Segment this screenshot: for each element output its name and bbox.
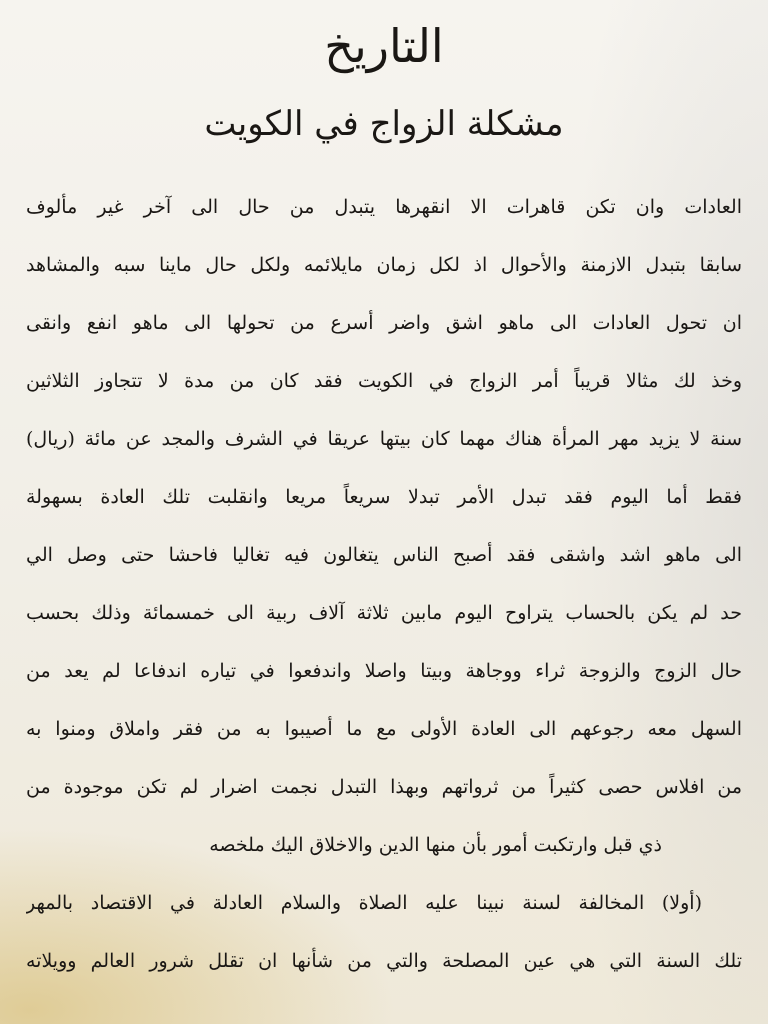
text-line: حد لم يكن بالحساب يتراوح اليوم مابين ثلاثة آلاف ربية الى خمسمائة وذلك بحسب (26, 602, 742, 624)
text-line: ذي قبل وارتكبت أمور بأن منها الدين والاخلاق اليك ملخصه (209, 834, 662, 856)
article-body (26, 178, 742, 990)
text-line: من افلاس حصى كثيراً من ثرواتهم وبهذا التبدل نجمت اضرار لم تكن موجودة من (26, 776, 742, 798)
text-line: تلك السنة التي هي عين المصلحة والتي من شأنها ان تقلل شرور العالم وويلاته (26, 950, 742, 972)
text-line: الى ماهو اشد واشقى فقد أصبح الناس يتغالون فيه تغاليا فاحشا حتى وصل الي (26, 544, 742, 566)
text-line: ان تحول العادات الى ماهو اشق واضر أسرع من تحولها الى ماهو انفع وانقى (26, 312, 742, 334)
text-line: السهل معه رجوعهم الى العادة الأولى مع ما أصيبوا به من فقر واملاق ومنوا به (26, 718, 742, 740)
text-line: وخذ لك مثالا قريباً أمر الزواج في الكويت فقد كان من مدة لا تتجاوز الثلاثين (26, 370, 742, 392)
page-subtitle: مشكلة الزواج في الكويت (204, 104, 564, 144)
text-line: سابقا بتبدل الازمنة والأحوال اذ لكل زمان مايلائمه ولكل حال ماينا سبه والمشاهد (26, 254, 742, 276)
text-line: فقط أما اليوم فقد تبدل الأمر تبدلا سريعاً مريعا وانقلبت تلك العادة بسهولة (26, 486, 742, 508)
text-line: العادات وان تكن قاهرات الا انقهرها يتبدل من حال الى آخر غير مألوف (26, 196, 742, 218)
text-line: حال الزوج والزوجة ثراء ووجاهة وبيتا واصلا واندفعوا في تياره اندفاعا لم يعد من (26, 660, 742, 682)
text-line: (أولا) المخالفة لسنة نبينا عليه الصلاة والسلام العادلة في الاقتصاد بالمهر (26, 892, 702, 914)
page-title: التاريخ (324, 19, 444, 73)
text-line: سنة لا يزيد مهر المرأة هناك مهما كان بيتها عريقا في الشرف والمجد عن مائة (ريال) (26, 428, 742, 450)
